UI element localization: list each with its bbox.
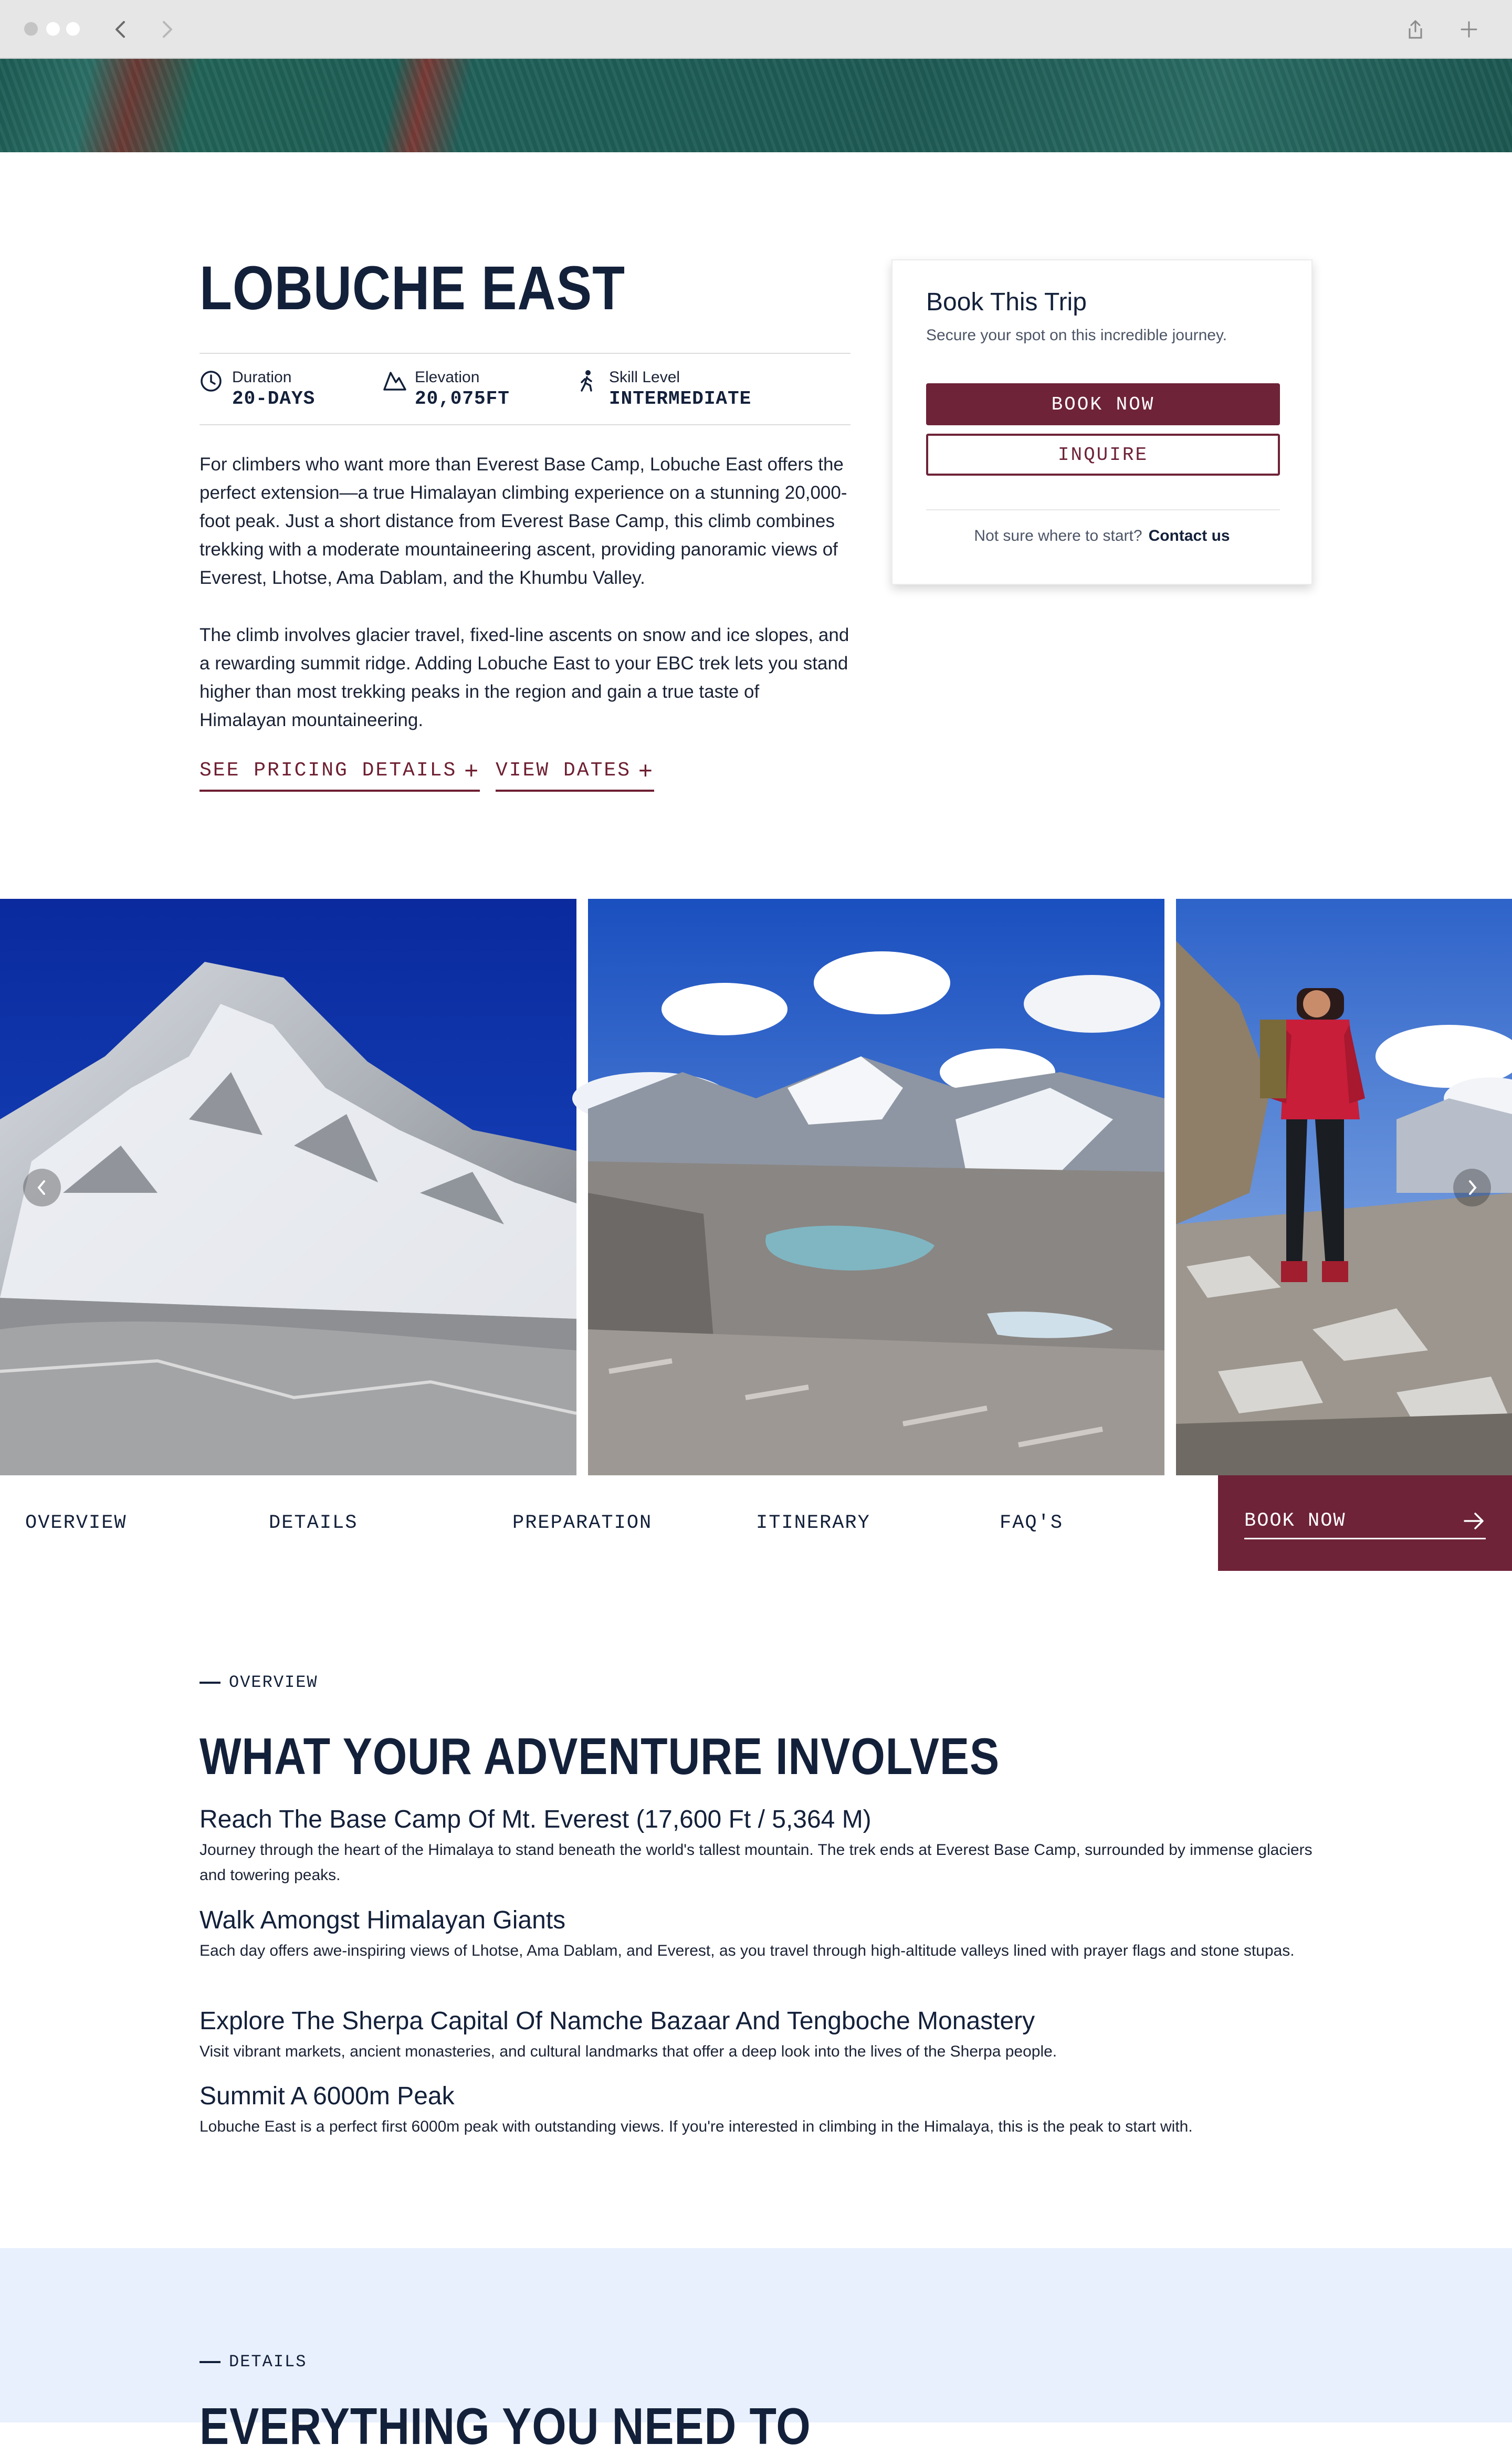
booking-footer — [892, 527, 1311, 545]
overview-item — [200, 1905, 1312, 1964]
trip-description: For climbers who want more than Everest Base Camp, Lobuche East offers the perfect extension—a true Himalayan climbing experience on a stunning 20,000-foot peak. Just a short distance from Everest Base Camp, this climb combines trekking with a moderate mountaineering ascent, providing panoramic views of Everest, Lhotse, Ama Dablam, and the Khumbu Valley. — [200, 454, 847, 588]
book-now-button[interactable]: BOOK NOW — [926, 383, 1280, 425]
divider — [200, 424, 850, 425]
hero-image — [0, 59, 1512, 152]
eyebrow-label: OVERVIEW — [229, 1673, 318, 1692]
mountain-icon — [382, 369, 407, 394]
chevron-right-icon[interactable] — [151, 14, 183, 45]
stat-skill-level — [576, 368, 751, 411]
overview-item — [200, 2081, 1312, 2139]
stat-elevation — [382, 368, 510, 411]
contact-link[interactable]: Contact us — [1148, 527, 1230, 544]
book-now-tab-button[interactable] — [1218, 1475, 1512, 1571]
stat-duration — [200, 368, 315, 411]
details-title: EVERYTHING YOU NEED TO — [200, 2397, 811, 2455]
overview-item-heading: Explore The Sherpa Capital Of Namche Bazaar And Tengboche Monastery — [200, 2007, 1035, 2035]
overview-item-body: Visit vibrant markets, ancient monasteries, and cultural landmarks that offer a deep look into the lives of the Sherpa people. — [200, 2043, 1057, 2060]
overview-item-heading: Summit A 6000m Peak — [200, 2082, 455, 2110]
page-title: LOBUCHE EAST — [200, 254, 625, 323]
section-tabs — [0, 1475, 1512, 1571]
details-eyebrow — [200, 2352, 307, 2372]
overview-item — [200, 2006, 1312, 2064]
stat-value: 20-DAYS — [232, 388, 316, 410]
stat-value: 20,075FT — [415, 388, 510, 410]
details-section — [0, 2248, 1512, 2422]
plus-icon: + — [638, 757, 654, 784]
photo-gallery — [0, 899, 1512, 1475]
booking-title: Book This Trip — [926, 288, 1087, 316]
overview-item-heading: Reach The Base Camp Of Mt. Everest (17,600 Ft / 5,364 M) — [200, 1806, 872, 1833]
browser-toolbar — [0, 0, 1512, 59]
chevron-right-icon — [1465, 1178, 1479, 1197]
stat-label: Elevation — [415, 369, 480, 386]
overview-item-heading: Walk Amongst Himalayan Giants — [200, 1906, 566, 1934]
clock-icon — [200, 369, 225, 394]
chevron-left-icon — [35, 1178, 49, 1197]
gallery-photo-valley[interactable] — [588, 899, 1164, 1475]
share-icon[interactable] — [1400, 14, 1431, 45]
divider — [926, 509, 1280, 510]
trip-description: The climb involves glacier travel, fixed-line ascents on snow and ice slopes, and a rewarding summit ridge. Adding Lobuche East to your EBC trek lets you stand higher than most trekking peaks in the region and gain a true taste of Himalayan mountaineering. — [200, 625, 849, 730]
overview-item-body: Journey through the heart of the Himalaya to stand beneath the world's tallest mountain. The trek ends at Everest Base Camp, surrounded by immense glaciers and towering peaks. — [200, 1841, 1312, 1884]
help-text: Not sure where to start? — [974, 527, 1142, 544]
divider — [200, 353, 850, 354]
gallery-next-button[interactable] — [1453, 1169, 1491, 1206]
overview-eyebrow — [200, 1673, 318, 1692]
tab-overview[interactable]: OVERVIEW — [25, 1512, 127, 1534]
inquire-button[interactable]: INQUIRE — [926, 434, 1280, 476]
stat-label: Skill Level — [609, 369, 680, 386]
overview-item — [200, 1804, 1312, 1888]
see-pricing-link[interactable] — [200, 758, 480, 792]
gallery-photo-peak[interactable] — [0, 899, 576, 1475]
link-label: VIEW DATES — [496, 759, 632, 782]
stat-label: Duration — [232, 369, 292, 386]
eyebrow-dash — [200, 2361, 220, 2363]
stat-value: INTERMEDIATE — [609, 388, 752, 410]
hiker-icon — [576, 369, 602, 394]
overview-item-body: Each day offers awe-inspiring views of Lhotse, Ama Dablam, and Everest, as you travel through high-altitude valleys lined with prayer flags and stone stupas. — [200, 1942, 1295, 1959]
tab-faqs[interactable]: FAQ'S — [1000, 1512, 1064, 1534]
overview-title: WHAT YOUR ADVENTURE INVOLVES — [200, 1727, 1000, 1785]
eyebrow-dash — [200, 1682, 220, 1684]
tab-preparation[interactable]: PREPARATION — [512, 1512, 653, 1534]
tab-itinerary[interactable]: ITINERARY — [756, 1512, 870, 1534]
booking-card — [891, 259, 1312, 585]
view-dates-link[interactable] — [496, 758, 654, 792]
overview-item-body: Lobuche East is a perfect first 6000m peak with outstanding views. If you're interested in climbing in the Himalaya, this is the peak to start with. — [200, 2118, 1193, 2135]
gallery-prev-button[interactable] — [23, 1169, 61, 1206]
link-label: SEE PRICING DETAILS — [200, 759, 457, 782]
plus-icon: + — [464, 757, 480, 784]
chevron-left-icon[interactable] — [105, 14, 136, 45]
window-minimize-dot[interactable] — [46, 22, 60, 36]
booking-subtitle: Secure your spot on this incredible journey. — [926, 327, 1227, 344]
eyebrow-label: DETAILS — [229, 2352, 307, 2372]
arrow-right-icon — [1463, 1510, 1486, 1531]
window-close-dot[interactable] — [24, 22, 38, 36]
window-maximize-dot[interactable] — [66, 22, 80, 36]
tab-details[interactable]: DETAILS — [269, 1512, 358, 1534]
book-now-label: BOOK NOW — [1244, 1509, 1346, 1532]
plus-icon[interactable] — [1453, 14, 1485, 45]
